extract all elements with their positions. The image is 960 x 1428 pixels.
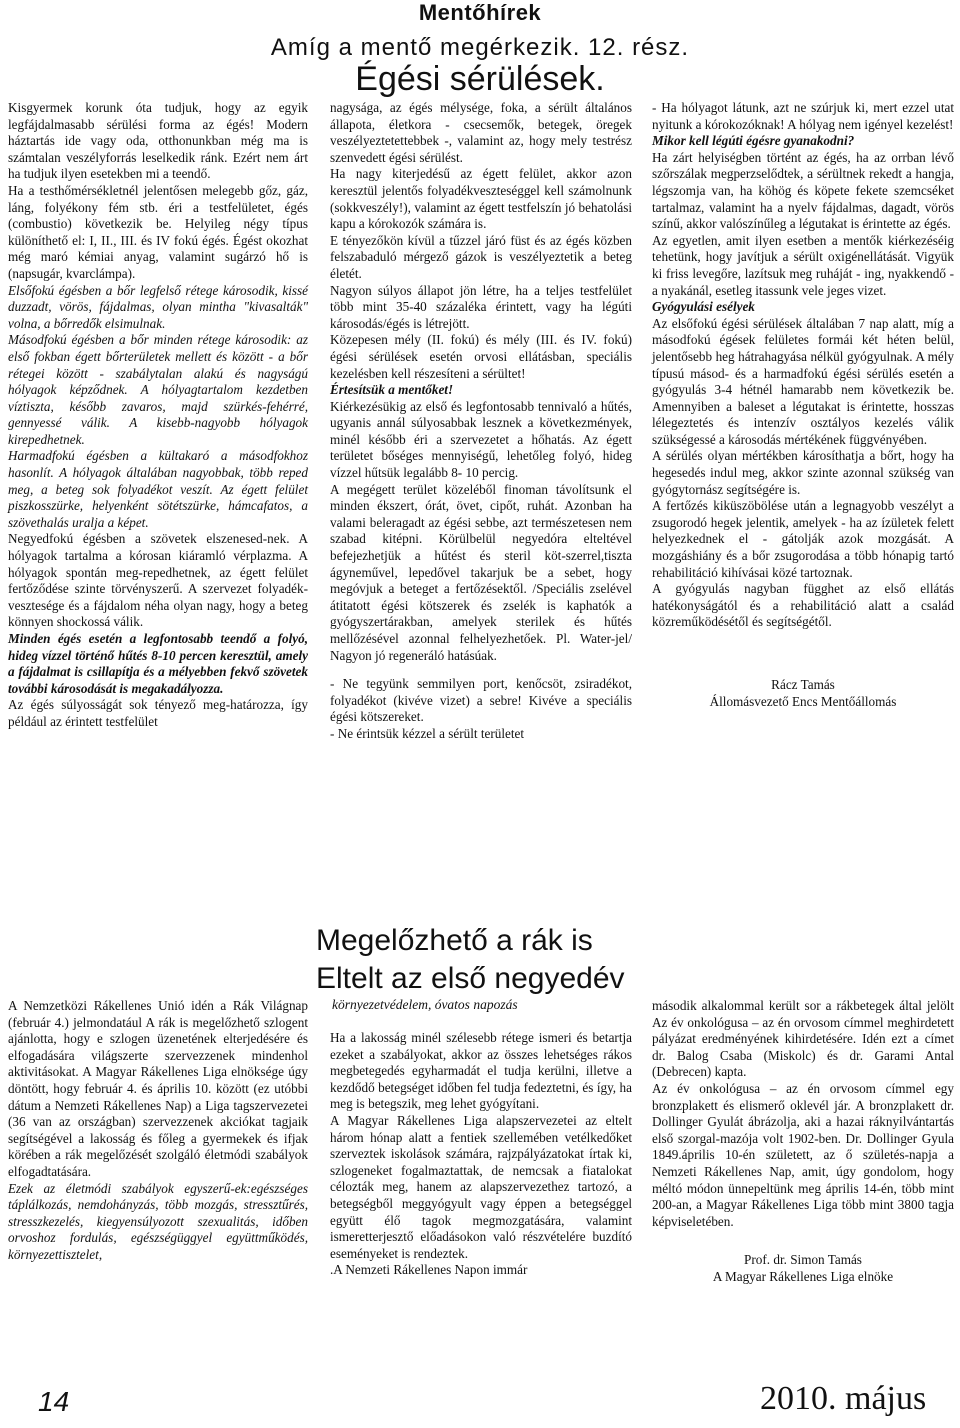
- article2-column-3: [652, 998, 954, 1286]
- paragraph: második alkalommal került sor a rákbetegek által jelölt Az év onkológusa – az én orvosom címmel meghirdetett pályázat eredményének kihirdetésére. Idén ezt a címet dr. Balog Csaba (Miskolc) és dr. Garami Antal (Debrecen) kapta.: [652, 998, 954, 1080]
- paragraph: Kisgyermek korunk óta tudjuk, hogy az egyik legfájdalmasabb sérülési forma az égés! Modern háztartás ide vagy oda, otthonunkban még ma is számtalan veszélyforrás leselkedik ránk. Ezért nem árt ha tudjuk ilyen esetekben mi a teendő.: [8, 100, 308, 182]
- author-signature: [652, 677, 954, 710]
- article2-title-line-2: Eltelt az első negyedév: [316, 962, 625, 995]
- paragraph: A gyógyulás nagyban függhet az első ellátás hatékonyságától és a rehabilitáció alatt a család közreműködésétől és segítségétől.: [652, 581, 954, 630]
- paragraph: Nagyon súlyos állapot jön létre, ha a teljes testfelület több mint 35-40 százaléka érintett, vagy ha légúti károsodás/égés is létrejött.: [330, 282, 632, 331]
- page-number: 14: [38, 1386, 70, 1417]
- paragraph: - Ne tegyünk semmilyen port, kenőcsöt, zsiradékot, folyadékot (kivéve vizet) a sebre! Kivéve a speciális égési kötszereket.: [330, 676, 632, 725]
- article2-column-2: [330, 1030, 632, 1279]
- article1-column-1: [8, 100, 308, 731]
- paragraph: Az égés súlyosságát sok tényező meg-határozza, így például az érintett testfelület: [8, 697, 308, 729]
- paragraph: Ha a testhőmérsékletnél jelentősen melegebb gőz, gáz, láng, folyékony fém stb. éri a testfelületet, égés (combustio) következik be. Helyileg négy típus különíthető el: I, II., III. és IV fokú égés. Égést okozhat még maró kémiai anyag, valamint sugárzó hő is (napsugár, kvarclámpa).: [8, 182, 308, 281]
- article1-column-2: [330, 100, 632, 743]
- subheading: Mikor kell légúti égésre gyanakodni?: [652, 133, 855, 149]
- issue-date: 2010. május: [760, 1380, 927, 1417]
- paragraph: A sérülés olyan mértékben károsíthatja a bőrt, hogy ha hegesedés indul meg, akkor szinte azonnal szükség van gyógytornász segítségére is.: [652, 448, 954, 497]
- paragraph: - Ne érintsük kézzel a sérült területet: [330, 725, 525, 741]
- series-title: Amíg a mentő megérkezik. 12. rész.: [270, 34, 690, 61]
- paragraph: Harmadfokú égésben a kültakaró a másodfokhoz hasonlít. A hólyagok általában nagyobbak, több reped meg, a beteg sok folyadékot veszít. Az égett felület piszkosszürke, helyenként sötétszürke, hámcafatos, a szövethalás uralja a képet.: [8, 448, 308, 530]
- paragraph: Elsőfokú égésben a bőr legfelső rétege károsodik, kissé duzzadt, vörös, fájdalmas, olyan mintha "kivasalták" volna, a bőrredők elsimulnak.: [8, 282, 308, 331]
- author-role: Állomásvezető Encs Mentőállomás: [709, 693, 897, 709]
- article1-column-3: [652, 100, 954, 710]
- paragraph: Az egyetlen, amit ilyen esetben a mentők kiérkezéséig tehetünk, hogy javítjuk a sérült oxigénellátását. Vigyük ki friss levegőre, lazítsuk meg ruháját - ing, nyakkendő - a nyakánál, esetleg itassunk vele jeges vizet.: [652, 232, 954, 298]
- highlight-paragraph: Minden égés esetén a legfontosabb teendő a folyó, hideg vízzel történő hűtés 8-10 percen keresztül, amely a fájdalmat is csillapítja és a mélyebben fekvő szövetek további károsodását is megakadályozza.: [8, 631, 308, 696]
- paragraph: nagysága, az égés mélysége, foka, a sérült általános állapota, életkora - csecsemők, betegek, öregek veszélyeztetettebbek -, valamint az, hogy mely testrész szenvedett égési sérülést.: [330, 100, 632, 165]
- paragraph: Az elsőfokú égési sérülések általában 7 nap alatt, míg a másodfokú égések felületes formái két héten belül, jelentősebb heg hátrahagyása nélkül gyógyulnak. A mély típusú másod- és a harmadfokú égési sérülés esetén a gyógyulás 3-4 hétnél hamarabb nem következik be. Amennyiben a baleset a légutakat is érintette, hosszas lélegeztetés és intenzív osztályos kezelés válik szükségessé a károsodás mértékének függvényében.: [652, 315, 954, 447]
- paragraph: .A Nemzeti Rákellenes Napon immár: [330, 1262, 528, 1278]
- paragraph: - Ha hólyagot látunk, azt ne szúrjuk ki, mert ezzel utat nyitunk a kórokozóknak! A hólyag nem igényel kezelést!: [652, 100, 954, 132]
- article2-title-line-1: Megelőzhető a rák is: [316, 924, 593, 957]
- paragraph: A fertőzés kiküszöbölése után a legnagyobb veszélyt a zsugorodó hegek jelentik, amelyek - ha az ízületek felett helyezkednek el - gátolják azok mozgását. A mozgáshiány és a bőr zsugorodása a több hónapig tartó rehabilitáció kihívásai közé tartoznak.: [652, 498, 954, 580]
- author-name: Prof. dr. Simon Tamás: [744, 1252, 862, 1268]
- author-name: Rácz Tamás: [771, 677, 835, 692]
- paragraph: Az év onkológusa – az én orvosom címmel egy bronzplakett és elismerő oklevél jár. A bronzplakett dr. Dollinger Gyulát ábrázolja, aki a hazai ráknyilvántartás első szorgal-mazója volt 1902-ben. Dr. Dollinger Gyula 1849.április 10-én született, az ő születés-napja a Nemzeti Rákellenes Nap, amit, úgy gondolom, hogy méltó módon ünnepeltünk meg április 14-én, több mint 200-an, a Magyar Rákellenes Liga több mint 3800 tagja képviseletében.: [652, 1080, 954, 1229]
- article2-column-1: [8, 998, 308, 1264]
- paragraph: A megégett terület közeléből finoman távolítsunk el minden ékszert, órát, övet, cipőt, ruhát. Azonban ha valami beleragadt az égési sebbe, azt természetesen nem szabad kitépni. Körülbelül negyedóra elteltével befejezhetjük a hűtést és steril köt-szerrel,tiszta ágyneművel, lepedővel takarjuk be a sebet, hogy megóvjuk a beteget a fertőzésektől. /Speciális zselével átitatott égési kötszerek és zselék is kaphatók a gyógyszertárakban, amelyek sterilek és hűtés mellőzésével azonnal felhelyezhetőek. Pl. Water-jel/ Nagyon jó regeneráló hatásúak.: [330, 481, 632, 663]
- article2-title: [316, 922, 646, 998]
- section-title: Mentőhírek: [418, 0, 542, 25]
- paragraph: Ha zárt helyiségben történt az égés, ha az orrban lévő szőrszálak megperzselődtek, a sérültnek rekedt a hangja, légszomja van, ha köhög és köpete fekete szemcséket tartalmaz, valamint ha a nyelv fájdalmas, dagadt, vörös színű, akkor valószínűleg a légutakat is érintette az égés.: [652, 149, 954, 232]
- paragraph: Kiérkezésükig az első és legfontosabb tennivaló a hűtés, ugyanis annál súlyosabbak lesznek a következmények, minél később éri a szervezetet a hőhatás. Az égett területet bőséges mennyiségű, lehetőleg folyó, hideg vízzel hűtsük legalább 8- 10 percig.: [330, 398, 632, 481]
- author-signature: [652, 1252, 954, 1285]
- article2-subtitle: környezetvédelem, óvatos napozás: [332, 997, 518, 1012]
- article-title: Égési sérülések.: [355, 60, 605, 98]
- paragraph: E tényezőkön kívül a tűzzel járó füst és az égés közben felszabaduló mérgező gázok is veszélyeztetik a beteg életét.: [330, 232, 632, 281]
- paragraph: Negyedfokú égésben a szövetek elszenesed-nek. A hólyagok tartalma a kórosan kiáramló vérplazma. A hólyagok spontán meg-repedhetnek, az égett felület fertőződése szinte törvényszerű. A szervezet folyadék-vesztesége és a fájdalom néha olyan nagy, hogy a beteg könnyen shockossá válik.: [8, 531, 308, 630]
- subheading: Értesítsük a mentőket!: [330, 382, 454, 398]
- paragraph: Ha a lakosság minél szélesebb rétege ismeri és betartja ezeket a szabályokat, akkor az összes lehetséges rákos megbetegedés egyharmadát el tudja kerülni, illetve a kezdődő betegséget időben fel tudja fedeztetni, és így, ha meg is betegszik, meg lehet gyógyítani.: [330, 1030, 632, 1112]
- paragraph: Közepesen mély (II. fokú) és mély (III. és IV. fokú) égési sérülések esetén orvosi ellátásban, speciális kezelésben kell részesíteni a sérültet!: [330, 332, 632, 381]
- paragraph: A Magyar Rákellenes Liga alapszervezetei az eltelt három hónap alatt a fentiek szellemében vetélkedőket szerveztek iskolások számára, rajzpályázatokat írtak ki, szlogeneket fogalmaztattak, de nemcsak a fiatalokat célozták meg, hanem az alapszervezethez tartozó, a betegségből meggyógyult vagy éppen a betegséggel együtt élő tagok megmozgatására, valamint ismeretterjesztő előadásokon való részvételére buzdító eseményeket is rendeztek.: [330, 1112, 632, 1261]
- subheading: Gyógyulási esélyek: [652, 299, 755, 315]
- paragraph: A Nemzetközi Rákellenes Unió idén a Rák Világnap (február 4.) jelmondatául A rák is megelőzhető szlogent ajánlotta, hogy e szlogen üzenetének elterjedésére és elfogadására világszerte szervezzenek mindenhol aktivitásokat. A Magyar Rákellenes Liga elnöksége úgy döntött, hogy február 4. és április 10. között (ez utóbbi dátum a Nemzeti Rákellenes Nap) a Liga tagszervezetei (36 van az országban) szervezzenek akciókat tagjaik segítségével a lakosság és főleg a gyermekek és ifjak körében a rák megelőzését szolgáló életmódi szabályok elfogadtatására.: [8, 998, 308, 1179]
- paragraph: Ezek az életmódi szabályok egyszerű-ek:egészséges táplálkozás, nemdohányzás, több mozgás, stressztűrés, stresszkezelés, kiegyensúlyozott szexualitás, időben orvoshoz fordulás, egészségüggyel együttműködés, környezettisztelet,: [8, 1180, 308, 1262]
- paragraph: Ha nagy kiterjedésű az égett felület, akkor azon keresztül jelentős folyadékveszteséggel kell számolnunk (sokkveszély!), valamint az égett testfelszín jó behatolási kapu a kórokozók számára is.: [330, 166, 632, 232]
- paragraph: Másodfokú égésben a bőr minden rétege károsodik: az első fokban égett bőrterületek mellett és között - a bőr rétegei között - szabálytalan alakú és nagyságú hólyagok képződnek. A hólyagtartalom kezdetben víztiszta, később zavaros, majd szürkés-fehérré, gennyessé válik. A kisebb-nagyobb hólyagok kirepedhetnek.: [8, 332, 308, 447]
- author-role: A Magyar Rákellenes Liga elnöke: [712, 1268, 894, 1284]
